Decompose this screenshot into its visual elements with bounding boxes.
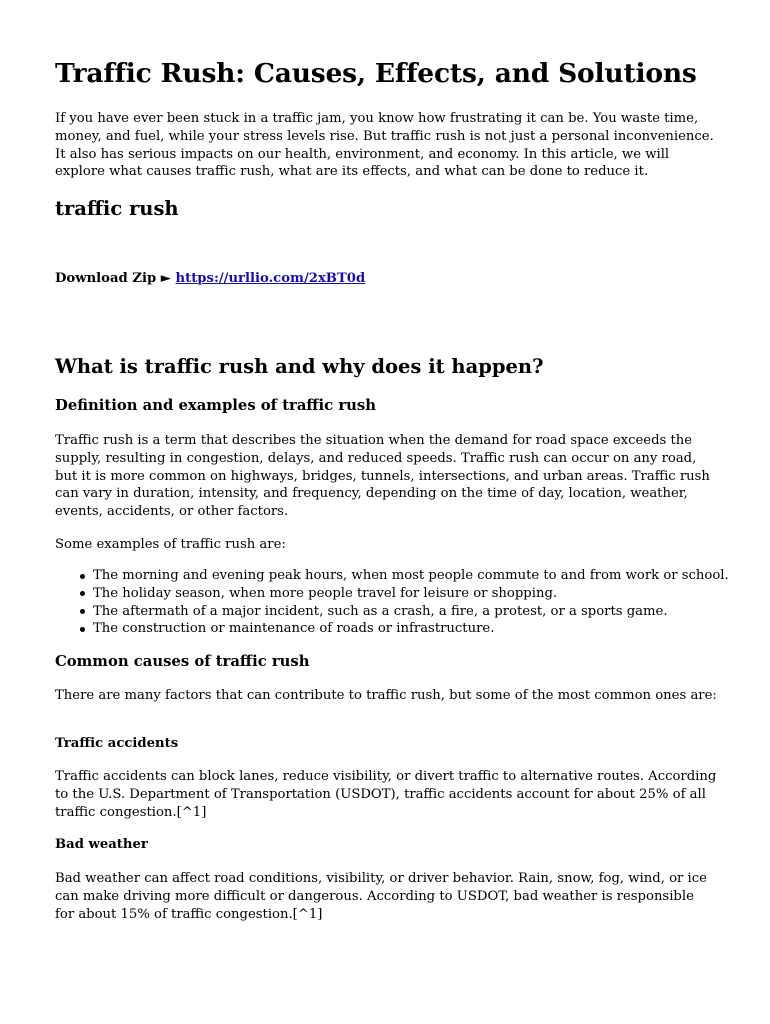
accidents-paragraph: Traffic accidents can block lanes, reduce visibility, or divert traffic to alternative routes. According to the U.S. Department of Transportation (USDOT), traffic accidents account for about 25% of all traffic congestion.[^1] bbox=[55, 769, 717, 820]
accidents-heading: Traffic accidents bbox=[55, 736, 179, 751]
list-item: The holiday season, when more people travel for leisure or shopping. bbox=[93, 585, 770, 603]
list-item: The construction or maintenance of roads or infrastructure. bbox=[93, 620, 770, 638]
download-line bbox=[55, 270, 365, 288]
download-link[interactable]: https://urllio.com/2xBT0d bbox=[175, 271, 366, 286]
list-item: The morning and evening peak hours, when most people commute to and from work or school. bbox=[93, 567, 770, 585]
list-item: The aftermath of a major incident, such as a crash, a fire, a protest, or a sports game. bbox=[93, 603, 770, 621]
definition-paragraph: Traffic rush is a term that describes the situation when the demand for road space exceeds the supply, resulting in congestion, delays, and reduced speeds. Traffic rush can occur on any road, but it is more common on highways, bridges, tunnels, intersections, and urban areas. Traffic rush can vary in duration, intensity, and frequency, depending on the time of day, location, weather, events, accidents, or other factors. bbox=[55, 433, 710, 520]
causes-heading: Common causes of traffic rush bbox=[55, 653, 310, 670]
weather-heading: Bad weather bbox=[55, 837, 148, 852]
definition-heading: Definition and examples of traffic rush bbox=[55, 397, 376, 414]
causes-paragraph: There are many factors that can contribute to traffic rush, but some of the most common ones are: bbox=[55, 688, 717, 703]
keyword-heading: traffic rush bbox=[55, 197, 179, 220]
examples-list bbox=[55, 567, 770, 638]
section-heading-what: What is traffic rush and why does it happen? bbox=[55, 355, 544, 378]
download-label: Download Zip ► bbox=[55, 271, 171, 286]
weather-paragraph: Bad weather can affect road conditions, visibility, or driver behavior. Rain, snow, fog, wind, or ice can make driving more difficult or dangerous. According to USDOT, bad weather is responsible for about 15% of traffic congestion.[^1] bbox=[55, 871, 707, 922]
intro-paragraph: If you have ever been stuck in a traffic jam, you know how frustrating it can be. You waste time, money, and fuel, while your stress levels rise. But traffic rush is not just a personal inconvenience. It also has serious impacts on our health, environment, and economy. In this article, we will explore what causes traffic rush, what are its effects, and what can be done to reduce it. bbox=[55, 111, 714, 180]
examples-intro: Some examples of traffic rush are: bbox=[55, 537, 286, 552]
page-title: Traffic Rush: Causes, Effects, and Solutions bbox=[55, 58, 697, 89]
